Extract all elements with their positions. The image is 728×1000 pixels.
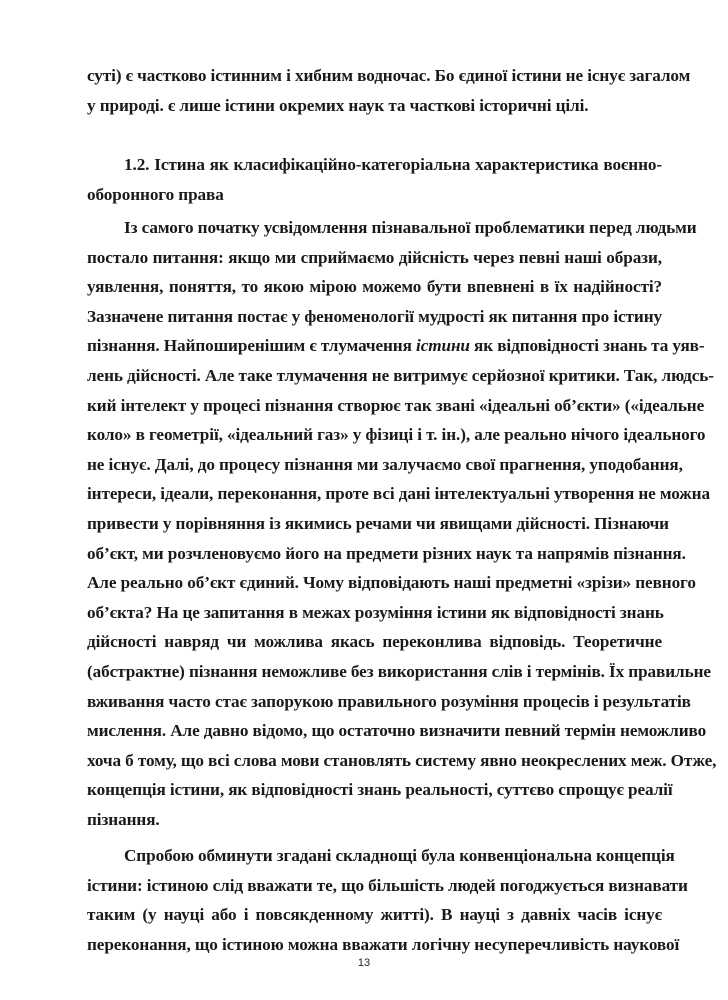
text-line: об’єкта? На це запитання в межах розуміння істини як відповідності знань: [87, 602, 664, 622]
text-line: постало питання: якщо ми сприймаємо дійсність через певні наші образи,: [87, 247, 662, 267]
text-segment: як відповідності знань та уяв-: [469, 336, 705, 356]
body-paragraph: [87, 213, 717, 834]
text-line: концепція істини, як відповідності знань реальності, суттєво спрощує реалії: [87, 780, 673, 800]
text-line: Спробою обминути згадані складнощі була конвенціональна концепція: [124, 846, 675, 865]
text-line: пізнання.: [87, 809, 160, 829]
text-line: привести у порівняння із якимись речами чи явищами дійсності. Пізнаючи: [87, 513, 669, 533]
emphasized-term: істини: [416, 336, 470, 356]
text-line: у природі. є лише істини окремих наук та часткові історичні цілі.: [87, 95, 589, 115]
text-line: уявлення, поняття, то якою мірою можемо бути впевнені в їх надійності?: [87, 277, 662, 297]
text-line: Але реально об’єкт єдиний. Чому відповідають наші предметні «зрізи» певного: [87, 573, 696, 593]
text-line: хоча б тому, що всі слова мови становлять систему явно неокреслених меж. Отже,: [87, 750, 717, 770]
text-segment: пізнання. Найпоширенішим є тлумачення: [87, 336, 417, 356]
text-line: дійсності навряд чи можлива якась переконлива відповідь. Теоретичне: [87, 632, 662, 652]
text-line: істини: істиною слід вважати те, що більшість людей погоджується визнавати: [87, 875, 688, 895]
text-line: коло» в геометрії, «ідеальний газ» у фізиці і т. ін.), але реально нічого ідеального: [87, 425, 706, 445]
text-line: таким (у науці або і повсякденному житті). В науці з давніх часів існує: [87, 905, 662, 925]
continuation-paragraph: [87, 61, 691, 120]
text-line: суті) є частково істинним і хибним водночас. Бо єдиної істини не існує загалом: [87, 66, 691, 85]
text-line: лень дійсності. Але таке тлумачення не витримує серйозної критики. Так, людсь-: [87, 365, 714, 385]
section-heading: [87, 150, 662, 209]
text-line: не існує. Далі, до процесу пізнання ми залучаємо свої прагнення, уподобання,: [87, 454, 683, 474]
text-line: об’єкт, ми розчленовуємо його на предмети різних наук та напрямів пізнання.: [87, 543, 686, 563]
text-line: (абстрактне) пізнання неможливе без використання слів і термінів. Їх правильне: [87, 661, 711, 681]
text-line: вживання часто стає запорукою правильного розуміння процесів і результатів: [87, 691, 691, 711]
text-line: інтереси, ідеали, переконання, проте всі дані інтелектуальні утворення не можна: [87, 484, 710, 504]
body-paragraph: [87, 841, 688, 959]
text-line: [87, 331, 705, 361]
text-line: Із самого початку усвідомлення пізнавальної проблематики перед людьми: [124, 218, 697, 237]
text-line: Зазначене питання постає у феноменології мудрості як питання про істину: [87, 306, 662, 326]
section-heading-line: оборонного права: [87, 184, 224, 204]
text-line: переконання, що істиною можна вважати логічну несуперечливість наукової: [87, 934, 680, 954]
page-number: 13: [357, 957, 371, 969]
text-line: мислення. Але давно відомо, що остаточно визначити певний термін неможливо: [87, 721, 707, 741]
section-heading-line: 1.2. Істина як класифікаційно-категоріальна характеристика воєнно-: [124, 155, 662, 174]
text-line: кий інтелект у процесі пізнання створює так звані «ідеальні об’єкти» («ідеальне: [87, 395, 705, 415]
